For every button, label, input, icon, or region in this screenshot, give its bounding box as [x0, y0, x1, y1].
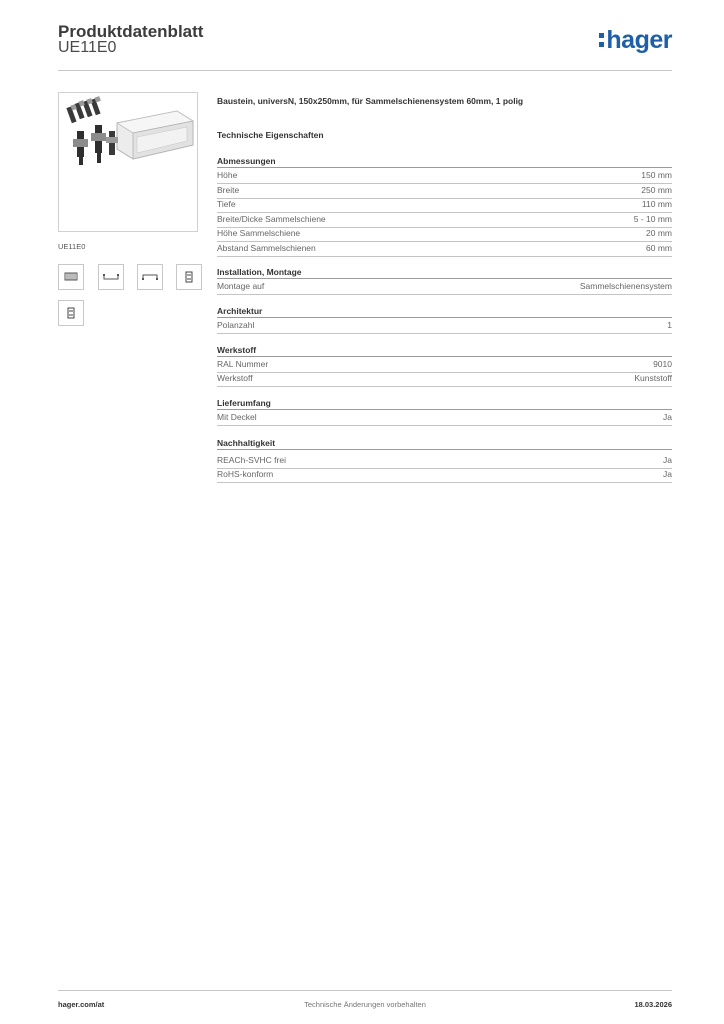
row-value: Kunststoff: [634, 373, 672, 383]
logo-text: hager: [606, 25, 672, 54]
document-title: Produktdatenblatt: [58, 22, 204, 41]
row-label: Breite/Dicke Sammelschiene: [217, 214, 326, 224]
row-label: Tiefe: [217, 199, 236, 209]
cover-symbol-thumbnail[interactable]: [176, 264, 202, 290]
product-front-view-thumbnail[interactable]: [58, 264, 84, 290]
row-label: RoHS-konform: [217, 469, 274, 479]
table-row: [217, 372, 672, 387]
row-label: Werkstoff: [217, 373, 253, 383]
row-value: 9010: [653, 359, 672, 369]
table-row: [217, 358, 672, 373]
row-value: Ja: [663, 469, 672, 479]
row-label: Polanzahl: [217, 320, 255, 330]
product-photo-illustration: [59, 93, 197, 231]
table-row: [217, 319, 672, 334]
dimension-drawing-thumbnail[interactable]: [98, 264, 124, 290]
table-row: [217, 242, 672, 257]
table-row: [217, 411, 672, 426]
section-title-material: Werkstoff: [217, 345, 672, 357]
row-label: Montage auf: [217, 281, 265, 291]
row-value: 5 - 10 mm: [633, 214, 672, 224]
row-value: 250 mm: [641, 185, 672, 195]
row-value: 1: [667, 320, 672, 330]
row-value: Ja: [663, 412, 672, 422]
website-link[interactable]: hager.com/at: [58, 1000, 105, 1009]
logo-dots-icon: [599, 33, 604, 47]
table-row: [217, 184, 672, 199]
table-row: [217, 213, 672, 228]
terminal-symbol-thumbnail[interactable]: [58, 300, 84, 326]
row-value: 60 mm: [646, 243, 672, 253]
table-row: [217, 468, 672, 483]
hager-logo: [599, 26, 672, 54]
table-row: [217, 169, 672, 184]
section-title-dimensions: Abmessungen: [217, 156, 672, 168]
technical-properties-heading: Technische Eigenschaften: [217, 130, 324, 140]
row-value: 110 mm: [641, 199, 672, 209]
article-number: UE11E0: [58, 39, 117, 56]
row-label: Abstand Sammelschienen: [217, 243, 316, 253]
row-label: RAL Nummer: [217, 359, 269, 369]
product-image-caption: UE11E0: [58, 242, 86, 251]
section-title-architecture: Architektur: [217, 306, 672, 318]
document-header: [58, 20, 672, 71]
row-label: Mit Deckel: [217, 412, 257, 422]
product-image[interactable]: [58, 92, 198, 232]
row-label: REACh-SVHC frei: [217, 455, 286, 465]
table-row: [217, 227, 672, 242]
row-label: Höhe: [217, 170, 238, 180]
document-date: 18.03.2026: [634, 1000, 672, 1009]
product-description: Baustein, universN, 150x250mm, für Sammelschienensystem 60mm, 1 polig: [217, 96, 524, 106]
row-value: Sammelschienensystem: [579, 281, 672, 291]
table-row: [217, 454, 672, 469]
section-title-scope-of-delivery: Lieferumfang: [217, 398, 672, 410]
row-label: Breite: [217, 185, 240, 195]
table-row: [217, 198, 672, 213]
document-footer: [58, 990, 672, 1011]
side-drawing-thumbnail[interactable]: [137, 264, 163, 290]
row-value: 150 mm: [641, 170, 672, 180]
table-row: [217, 280, 672, 295]
technical-changes-notice: Technische Änderungen vorbehalten: [304, 1000, 426, 1009]
row-value: Ja: [663, 455, 672, 465]
row-label: Höhe Sammelschiene: [217, 228, 301, 238]
section-title-sustainability: Nachhaltigkeit: [217, 438, 672, 450]
row-value: 20 mm: [646, 228, 672, 238]
section-title-installation: Installation, Montage: [217, 267, 672, 279]
